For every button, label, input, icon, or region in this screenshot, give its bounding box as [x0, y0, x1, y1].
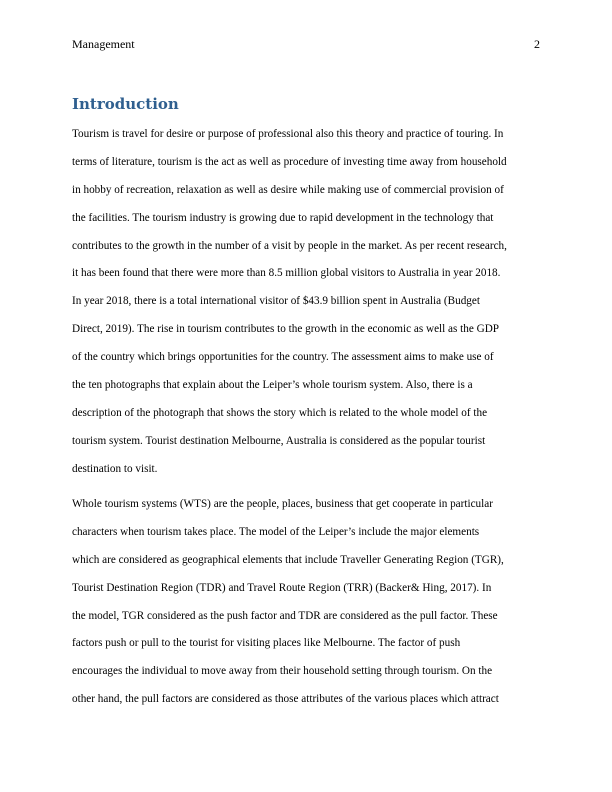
text-line: encourages the individual to move away from their household setting through tourism. On the — [72, 665, 493, 678]
text-line: Whole tourism systems (WTS) are the people, places, business that get cooperate in particular — [72, 498, 493, 510]
text-line: the model, TGR considered as the push factor and TDR are considered as the pull factor. These — [72, 609, 498, 622]
text-line: Tourism is travel for desire or purpose of professional also this theory and practice of touring. In — [72, 128, 504, 140]
page-header — [72, 37, 540, 51]
text-line: tourism system. Tourist destination Melbourne, Australia is considered as the popular tourist — [72, 434, 486, 447]
text-line: the facilities. The tourism industry is growing due to rapid development in the technology that — [72, 211, 494, 224]
text-line: Direct, 2019). The rise in tourism contributes to the growth in the economic as well as the GDP — [72, 323, 500, 336]
section-heading: Introduction — [72, 95, 179, 113]
text-line: of the country which brings opportunities for the country. The assessment aims to make use of — [72, 351, 494, 364]
text-line: destination to visit. — [72, 462, 158, 475]
text-line: it has been found that there were more than 8.5 million global visitors to Australia in year 2018. — [72, 267, 501, 280]
text-line: other hand, the pull factors are considered as those attributes of the various places which attract — [72, 693, 499, 706]
text-line: characters when tourism takes place. The model of the Leiper’s include the major elements — [72, 525, 480, 538]
text-line: factors push or pull to the tourist for visiting places like Melbourne. The factor of push — [72, 637, 461, 650]
text-line: contributes to the growth in the number of a visit by people in the market. As per recent research, — [72, 239, 507, 252]
text-line: Tourist Destination Region (TDR) and Travel Route Region (TRR) (Backer& Hing, 2017). In — [72, 581, 492, 594]
text-line: in hobby of recreation, relaxation as well as desire while making use of commercial provision of — [72, 183, 504, 196]
text-line: the ten photographs that explain about the Leiper’s whole tourism system. Also, there is a — [72, 379, 473, 392]
header-title: Management — [72, 37, 135, 51]
text-line: description of the photograph that shows the story which is related to the whole model of the — [72, 406, 488, 419]
text-line: terms of literature, tourism is the act as well as procedure of investing time away from household — [72, 155, 507, 168]
paragraph-2 — [72, 491, 550, 714]
text-line: In year 2018, there is a total international visitor of $43.9 billion spent in Australia (Budget — [72, 295, 480, 308]
page-number: 2 — [534, 37, 540, 51]
paragraph-1 — [72, 121, 550, 484]
text-line: which are considered as geographical elements that include Traveller Generating Region (TGR), — [72, 553, 504, 566]
